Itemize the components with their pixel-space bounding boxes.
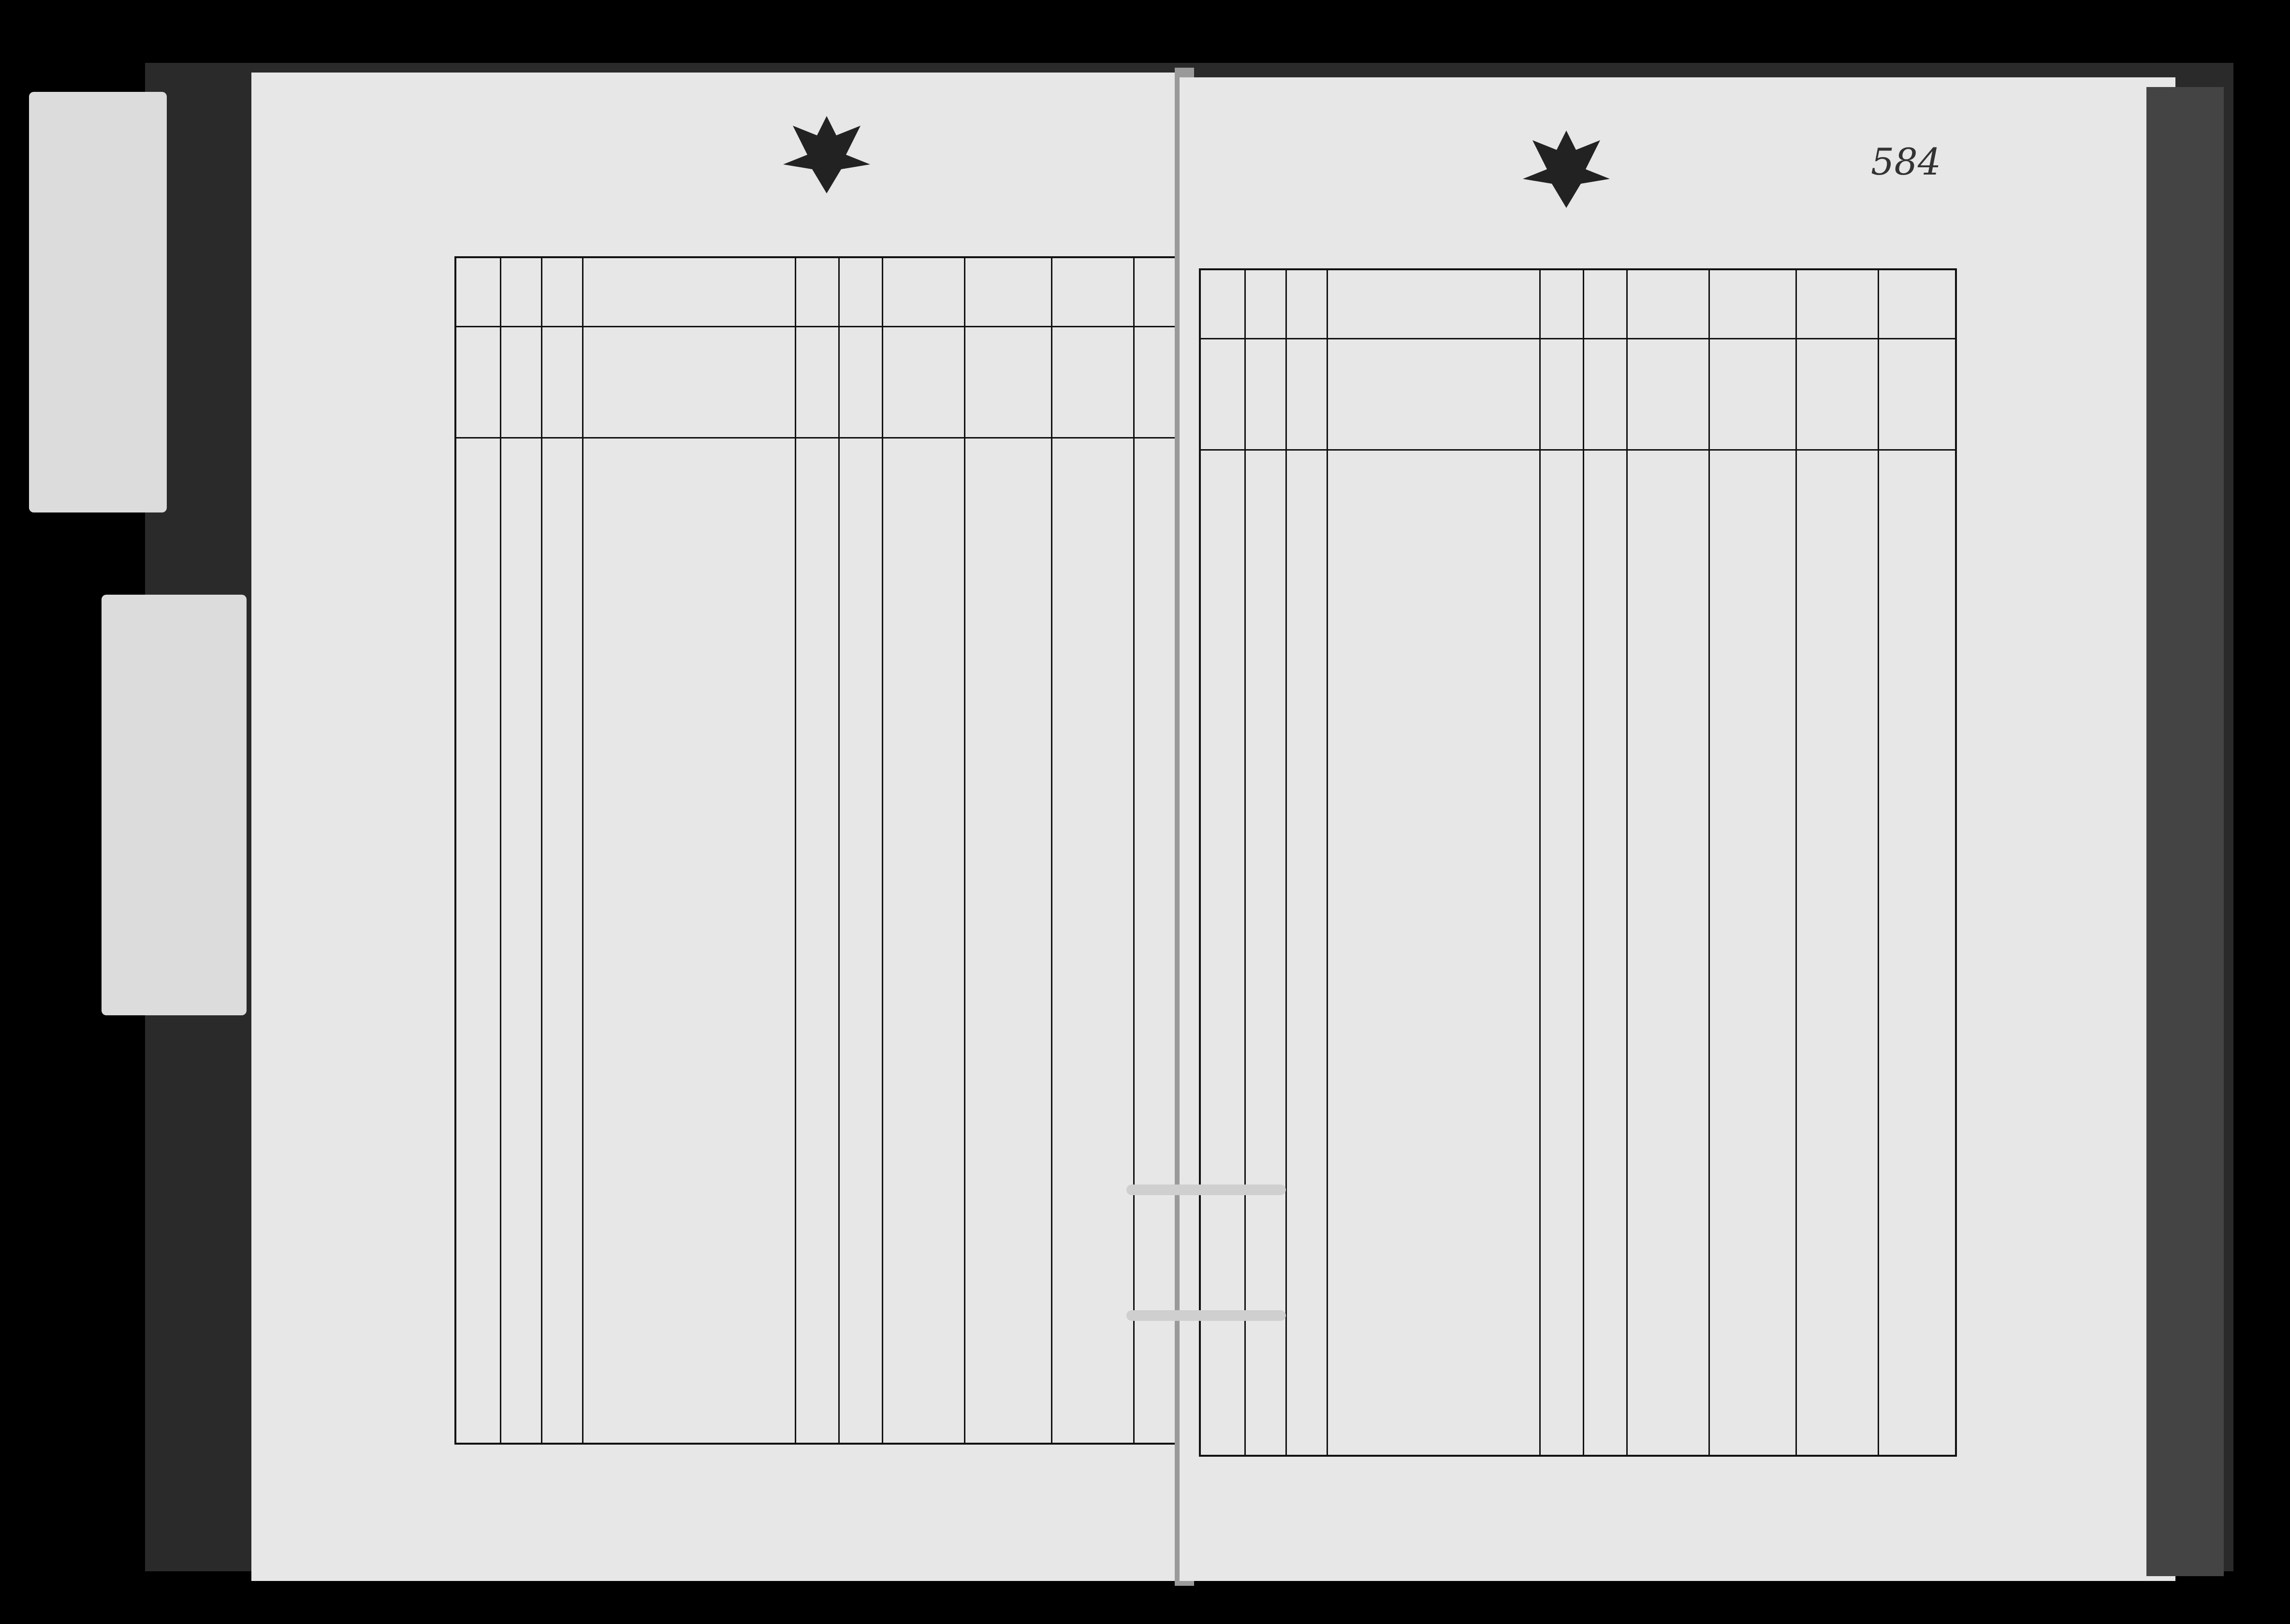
left-eagle-emblem-icon (773, 106, 880, 203)
blurred-document-stamp (29, 92, 167, 512)
bleed-through-stamp (102, 595, 247, 1015)
left-ledger-table (454, 256, 1212, 1445)
left-page (251, 73, 1194, 1581)
binding-thread-top (1126, 1185, 1286, 1195)
page-number: 584 (1871, 140, 1941, 183)
page-edge-stack (2146, 87, 2224, 1576)
right-page (1180, 77, 2175, 1581)
right-eagle-emblem-icon (1513, 121, 1619, 218)
right-ledger-table (1199, 268, 1957, 1457)
binding-thread-bottom (1126, 1310, 1286, 1321)
